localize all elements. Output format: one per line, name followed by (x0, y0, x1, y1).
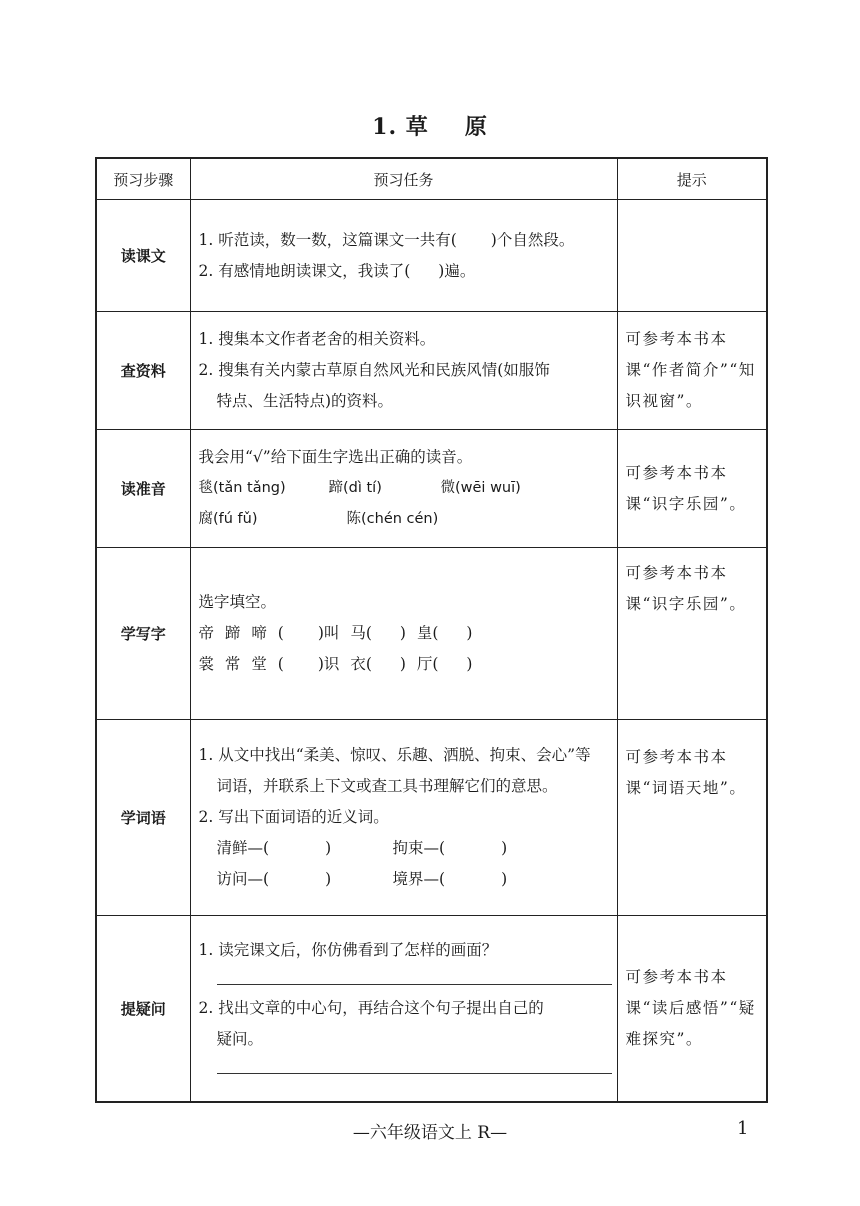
table-row (96, 312, 767, 430)
synonym-close: ) (325, 870, 332, 888)
hint-cell: 可参考本书本课“作者简介”“知识视窗”。 (617, 312, 767, 430)
synonym-close: ) (325, 839, 332, 857)
fill-item: ) 皇( (399, 624, 439, 642)
task-line: 选字填空。 (198, 593, 277, 611)
table-row (96, 430, 767, 548)
synonym-item: 访问—( (216, 870, 270, 888)
fill-item: 裳 常 堂 ( (198, 655, 284, 673)
task-cell (190, 548, 617, 720)
lesson-title (0, 110, 860, 141)
title-char-2: 原 (464, 114, 488, 140)
pinyin-choice: 微(wēi wuī) (440, 480, 521, 496)
table-row (96, 720, 767, 916)
task-line: 1. 从文中找出“柔美、惊叹、乐趣、洒脱、拘束、会心”等 (198, 746, 591, 764)
preview-table (95, 157, 768, 1103)
header-hint: 提示 (617, 158, 767, 200)
fill-item: ) (466, 624, 473, 642)
synonym-close: ) (501, 870, 508, 888)
task-line: 2. 写出下面词语的近义词。 (198, 808, 389, 826)
task-line: 词语，并联系上下文或查工具书理解它们的意思。 (216, 777, 558, 795)
hint-cell: 可参考本书本课“读后感悟”“疑难探究”。 (617, 916, 767, 1102)
task-cell (190, 916, 617, 1102)
step-label: 提疑问 (96, 916, 190, 1102)
synonym-item: 境界—( (392, 870, 446, 888)
page-footer: —六年级语文上 R— (352, 1123, 508, 1143)
task-line: 2. 有感情地朗读课文，我读了( (198, 261, 411, 280)
task-line: 1. 听范读，数一数，这篇课文一共有( (198, 230, 457, 249)
table-row (96, 916, 767, 1102)
hint-cell: 可参考本书本课“识字乐园”。 (617, 430, 767, 548)
title-char-1: 草 (405, 114, 429, 140)
pinyin-choice: 蹄(dì tí) (328, 480, 382, 496)
task-cell (190, 312, 617, 430)
hint-cell: 可参考本书本课“识字乐园”。 (617, 548, 767, 720)
table-row (96, 548, 767, 720)
fill-item: 帝 蹄 啼 ( (198, 624, 284, 642)
step-label: 读准音 (96, 430, 190, 548)
step-label: 学写字 (96, 548, 190, 720)
task-cell (190, 720, 617, 916)
pinyin-choice: 毯(tǎn tǎng) (198, 480, 286, 496)
task-line: )个自然段。 (490, 230, 575, 249)
synonym-item: 拘束—( (392, 839, 446, 857)
pinyin-choice: 陈(chén cén) (346, 511, 439, 527)
task-cell (190, 430, 617, 548)
hint-cell (617, 200, 767, 312)
task-line: 疑问。 (216, 1029, 264, 1048)
header-step: 预习步骤 (96, 158, 190, 200)
task-line: )遍。 (438, 261, 476, 280)
header-task: 预习任务 (190, 158, 617, 200)
fill-item: ) (466, 655, 473, 673)
synonym-item: 清鲜—( (216, 839, 270, 857)
fill-item: )识 衣( (317, 655, 372, 673)
step-label: 查资料 (96, 312, 190, 430)
task-line: 1. 搜集本文作者老舍的相关资料。 (198, 330, 436, 348)
pinyin-choice: 腐(fú fǔ) (198, 511, 258, 527)
task-line: 特点、生活特点)的资料。 (216, 392, 394, 410)
page-number: 1 (737, 1118, 749, 1139)
fill-item: )叫 马( (317, 624, 372, 642)
answer-line[interactable] (217, 966, 612, 985)
answer-line[interactable] (217, 1055, 612, 1074)
task-line: 2. 搜集有关内蒙古草原自然风光和民族风情(如服饰 (198, 361, 550, 379)
task-line: 我会用“√”给下面生字选出正确的读音。 (198, 448, 473, 466)
table-row (96, 200, 767, 312)
title-number: 1. (372, 114, 398, 140)
step-label: 读课文 (96, 200, 190, 312)
step-label: 学词语 (96, 720, 190, 916)
task-line: 1. 读完课文后，你仿佛看到了怎样的画面？ (198, 940, 498, 959)
synonym-close: ) (501, 839, 508, 857)
hint-cell: 可参考本书本课“词语天地”。 (617, 720, 767, 916)
fill-item: ) 厅( (399, 655, 439, 673)
task-cell (190, 200, 617, 312)
task-line: 2. 找出文章的中心句，再结合这个句子提出自己的 (198, 998, 544, 1017)
table-header-row (96, 158, 767, 200)
